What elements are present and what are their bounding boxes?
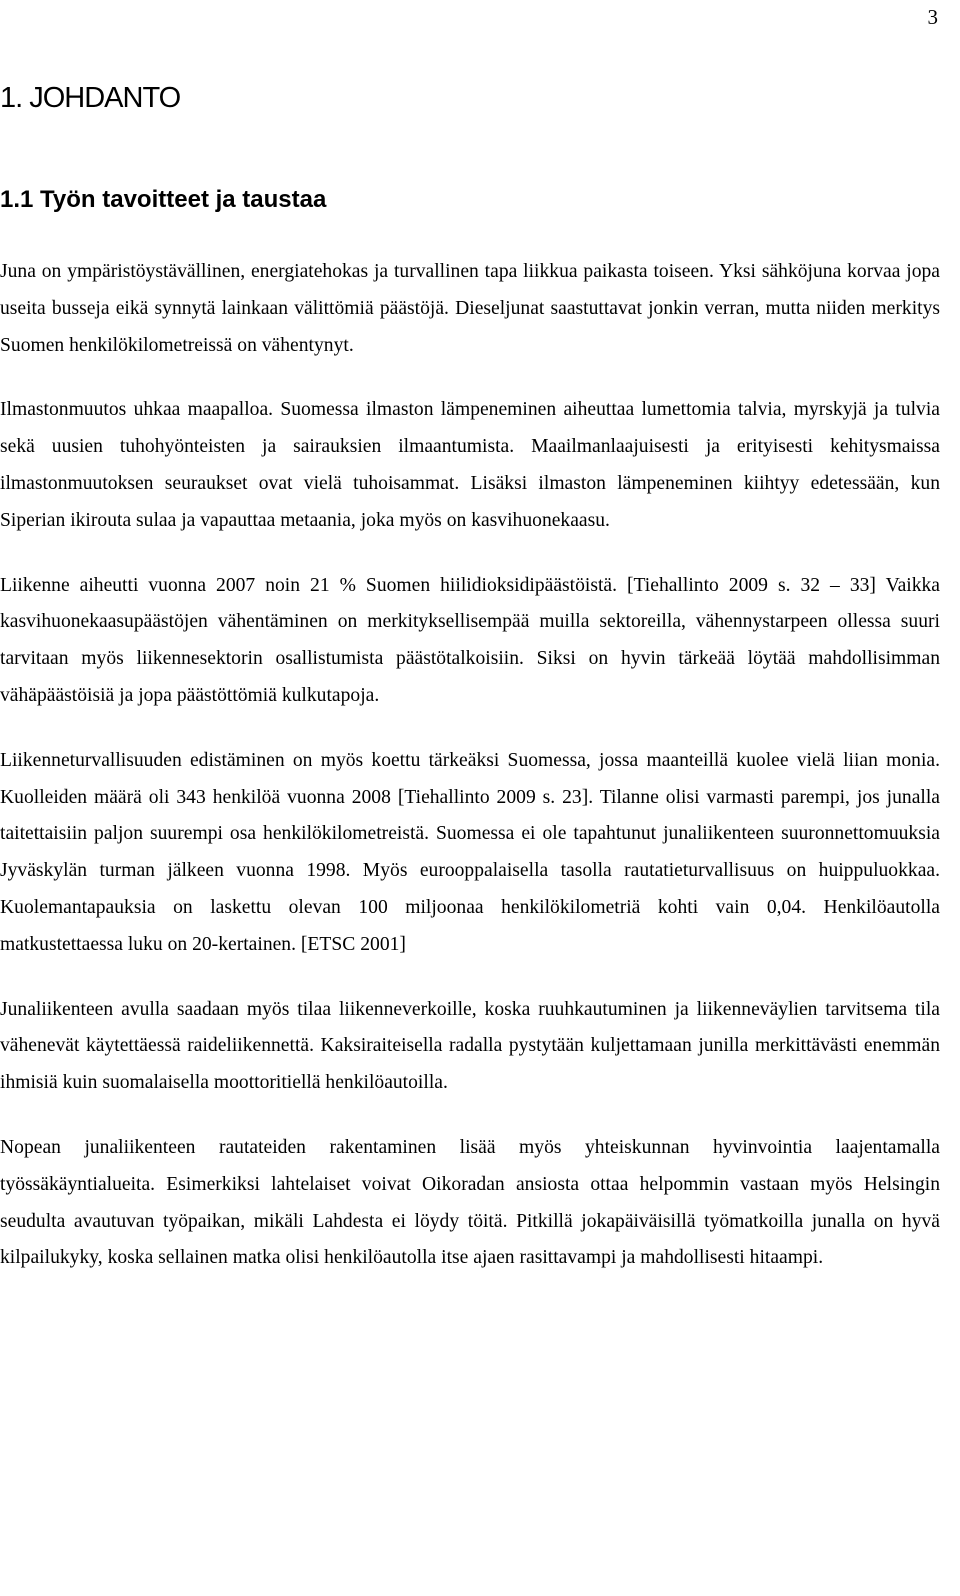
chapter-heading: 1. JOHDANTO	[0, 82, 181, 114]
paragraph-traffic-emissions: Liikenne aiheutti vuonna 2007 noin 21 % Suomen hiilidioksidipäästöistä. [Tiehallinto 2009 s. 32 – 33] Vaikka kasvihuonekaasupäästöjen vähentäminen on merkityksellisempää muilla sektoreilla, vähennystarpeen ollessa suuri tarvitaan myös liikennesektorin osallistumista päästötalkoisiin. Siksi on hyvin tärkeää löytää mahdollisimman vähäpäästöisiä ja jopa päästöttömiä kulkutapoja.	[0, 574, 940, 706]
paragraph-commuting-areas: Nopean junaliikenteen rautateiden rakentaminen lisää myös yhteiskunnan hyvinvointia laajentamalla työssäkäyntialueita. Esimerkiksi lahtelaiset voivat Oikoradan ansiosta ottaa helpommin vastaan myös Helsingin seudulta avautuvan työpaikan, mikäli Lahdesta ei löydy töitä. Pitkillä jokapäiväisillä työmatkoilla junalla on hyvä kilpailukyky, koska sellainen matka olisi henkilöautolla itse ajaen rasittavampi ja mahdollisesti hitaampi.	[0, 1136, 940, 1269]
paragraph-train-environment: Juna on ympäristöystävällinen, energiatehokas ja turvallinen tapa liikkua paikasta toiseen. Yksi sähköjuna korvaa jopa useita busseja eikä synnytä lainkaan välittömiä päästöjä. Dieseljunat saastuttavat jonkin verran, mutta niiden merkitys Suomen henkilökilometreissä on vähentynyt.	[0, 261, 940, 356]
paragraph-traffic-safety: Liikenneturvallisuuden edistäminen on myös koettu tärkeäksi Suomessa, jossa maanteillä kuolee vielä liian monia. Kuolleiden määrä oli 343 henkilöä vuonna 2008 [Tiehallinto 2009 s. 23]. Tilanne olisi varmasti parempi, jos junalla taitettaisiin paljon suurempi osa henkilökilometreistä. Suomessa ei ole tapahtunut junaliikenteen suuronnettomuuksia Jyväskylän turman jälkeen vuonna 1998. Myös eurooppalaisella tasolla rautatieturvallisuus on huippuluokkaa. Kuolemantapauksia on laskettu olevan 100 miljoonaa henkilökilometriä kohti vain 0,04. Henkilöautolla matkustettaessa luku on 20-kertainen. [ETSC 2001]	[0, 749, 940, 955]
section-heading: 1.1 Työn tavoitteet ja taustaa	[0, 186, 327, 213]
body-text	[0, 254, 940, 1305]
paragraph-network-capacity: Junaliikenteen avulla saadaan myös tilaa liikenneverkoille, koska ruuhkautuminen ja liikenneväylien tarvitsema tila vähenevät käytettäessä raideliikennettä. Kaksiraiteisella radalla pystytään kuljettamaan junilla merkittävästi enemmän ihmisiä kuin suomalaisella moottoritiellä henkilöautoilla.	[0, 998, 940, 1094]
page-number: 3	[927, 5, 938, 29]
paragraph-climate-change: Ilmastonmuutos uhkaa maapalloa. Suomessa ilmaston lämpeneminen aiheuttaa lumettomia talvia, myrskyjä ja tulvia sekä uusien tuhohyönteisten ja sairauksien ilmaantumista. Maailmanlaajuisesti ja erityisesti kehitysmaissa ilmastonmuutoksen seuraukset ovat vielä tuhoisammat. Lisäksi ilmaston lämpeneminen kiihtyy edetessään, kun Siperian ikirouta sulaa ja vapauttaa metaania, joka myös on kasvihuonekaasu.	[0, 399, 940, 531]
